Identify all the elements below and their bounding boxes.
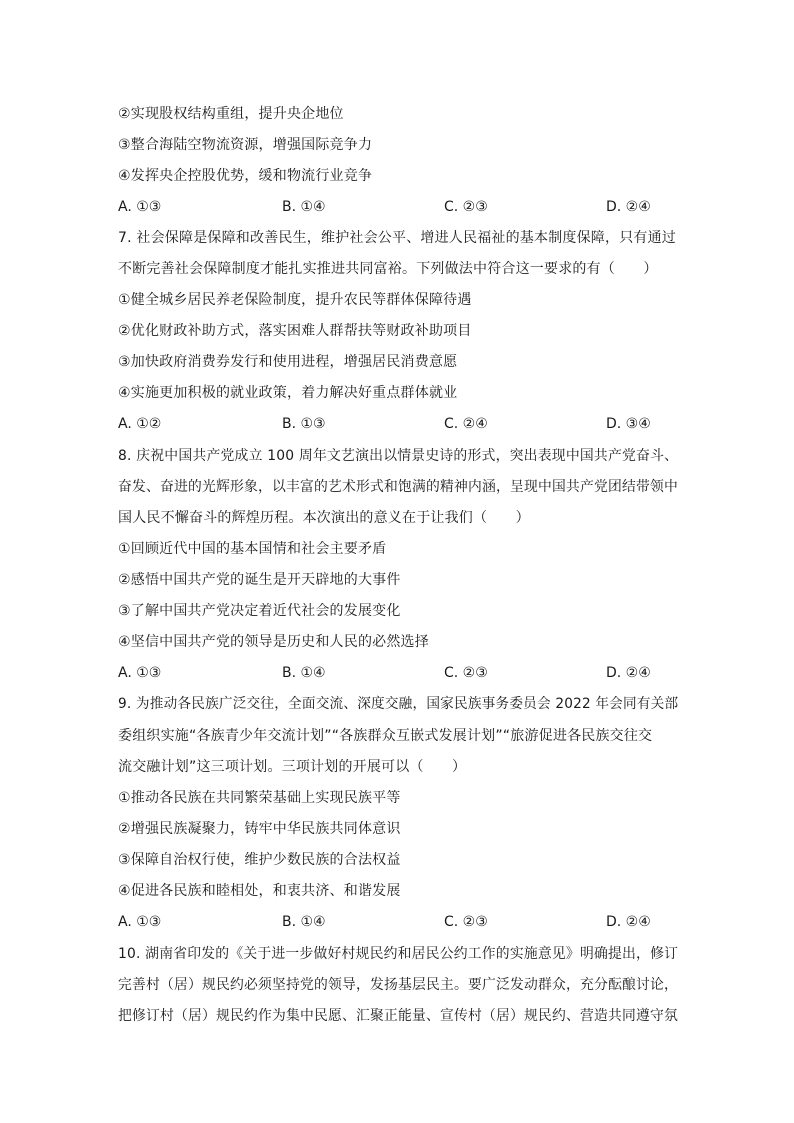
- q8-stem-line-1: 8. 庆祝中国共产党成立 100 周年文艺演出以情景史诗的形式，突出表现中国共产党奋斗、: [118, 448, 679, 464]
- q9-stem-line-3: 流交融计划”这三项计划。三项计划的开展可以（ ）: [118, 759, 467, 775]
- q8-item-3: ③了解中国共产党决定着近代社会的发展变化: [118, 603, 401, 619]
- q8-item-2: ②感悟中国共产党的诞生是开天辟地的大事件: [118, 572, 401, 588]
- q6-option-c: C. ②③: [444, 199, 488, 215]
- q6-item-4: ④发挥央企控股优势，缓和物流行业竞争: [118, 168, 373, 184]
- q10-stem-line-3: 把修订村（居）规民约作为集中民愿、汇聚正能量、宣传村（居）规民约、营造共同遵守氛: [118, 1008, 678, 1024]
- q7-item-1: ①健全城乡居民养老保险制度，提升农民等群体保障待遇: [118, 292, 472, 308]
- q7-option-c: C. ②④: [444, 416, 488, 432]
- q6-option-b: B. ①④: [282, 199, 326, 215]
- q7-option-d: D. ③④: [606, 416, 651, 432]
- q7-stem-line-2: 不断完善社会保障制度才能扎实推进共同富裕。下列做法中符合这一要求的有（ ）: [118, 261, 658, 277]
- q9-stem-line-2: 委组织实施“各族青少年交流计划”“各族群众互嵌式发展计划”“旅游促进各民族交往交: [118, 728, 653, 744]
- q6-option-a: A. ①③: [118, 199, 162, 215]
- q9-item-3: ③保障自治权行使，维护少数民族的合法权益: [118, 852, 401, 868]
- q8-option-c: C. ②③: [444, 665, 488, 681]
- q7-item-2: ②优化财政补助方式，落实困难人群帮扶等财政补助项目: [118, 323, 472, 339]
- q7-option-b: B. ①③: [282, 416, 326, 432]
- q9-item-2: ②增强民族凝聚力，铸牢中华民族共同体意识: [118, 821, 401, 837]
- q7-option-a: A. ①②: [118, 416, 162, 432]
- q8-option-b: B. ①④: [282, 665, 326, 681]
- q9-option-d: D. ②④: [606, 914, 651, 930]
- q8-stem-line-3: 国人民不懈奋斗的辉煌历程。本次演出的意义在于让我们（ ）: [118, 510, 530, 526]
- q7-item-4: ④实施更加积极的就业政策，着力解决好重点群体就业: [118, 385, 458, 401]
- q10-stem-line-2: 完善村（居）规民约必须坚持党的领导，发扬基层民主。要广泛发动群众，充分酝酿讨论，: [118, 977, 678, 993]
- q9-stem-line-1: 9. 为推动各民族广泛交往，全面交流、深度交融，国家民族事务委员会 2022 年会同有关部: [118, 696, 679, 712]
- q6-item-2: ②实现股权结构重组，提升央企地位: [118, 106, 344, 122]
- q8-item-1: ①回顾近代中国的基本国情和社会主要矛盾: [118, 541, 387, 557]
- q8-option-a: A. ①③: [118, 665, 162, 681]
- q9-item-4: ④促进各民族和睦相处，和衷共济、和谐发展: [118, 883, 401, 899]
- q8-option-d: D. ②④: [606, 665, 651, 681]
- q8-item-4: ④坚信中国共产党的领导是历史和人民的必然选择: [118, 634, 429, 650]
- q10-stem-line-1: 10. 湖南省印发的《关于进一步做好村规民约和居民公约工作的实施意见》明确提出，修订: [118, 946, 679, 962]
- q9-item-1: ①推动各民族在共同繁荣基础上实现民族平等: [118, 790, 401, 806]
- q6-option-d: D. ②④: [606, 199, 651, 215]
- q6-item-3: ③整合海陆空物流资源，增强国际竞争力: [118, 137, 373, 153]
- q9-option-b: B. ①④: [282, 914, 326, 930]
- q7-stem-line-1: 7. 社会保障是保障和改善民生，维护社会公平、增进人民福祉的基本制度保障，只有通过: [118, 230, 677, 246]
- q9-option-a: A. ①③: [118, 914, 162, 930]
- q8-stem-line-2: 奋发、奋进的光辉形象，以丰富的艺术形式和饱满的精神内涵，呈现中国共产党团结带领中: [118, 479, 678, 495]
- q7-item-3: ③加快政府消费券发行和使用进程，增强居民消费意愿: [118, 354, 458, 370]
- q9-option-c: C. ②③: [444, 914, 488, 930]
